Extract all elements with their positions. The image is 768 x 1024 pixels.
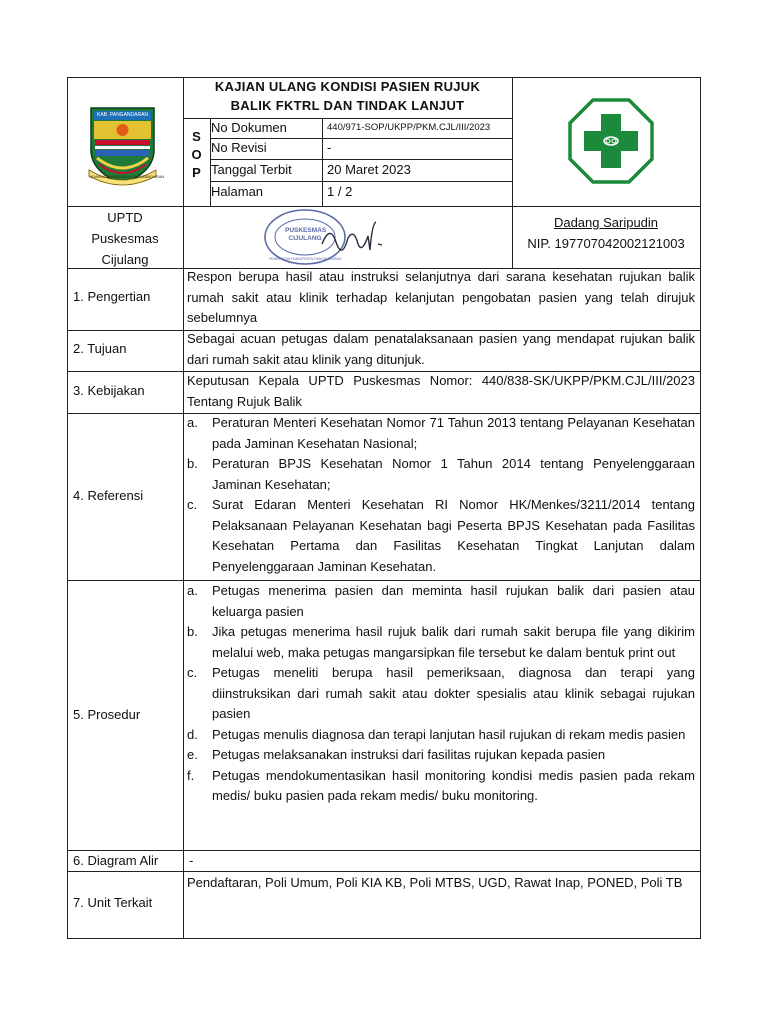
list-item-text: Petugas meneliti berupa hasil pemeriksaan, diagnosa dan terapi yang diinstruksikan dari rumah sakit atau dokter spesialis atau klinik sebagai rujukan pasien	[212, 665, 695, 721]
list-item-text: Petugas melaksanakan instruksi dari fasilitas rujukan kepada pasien	[212, 747, 606, 762]
list-item	[187, 663, 695, 725]
field-label-halaman: Halaman	[211, 184, 264, 199]
section-text-unit-terkait: Pendaftaran, Poli Umum, Poli KIA KB, Poli MTBS, UGD, Rawat Inap, PONED, Poli TB	[187, 875, 683, 890]
sop-letter: O	[191, 147, 202, 162]
sop-vertical-label	[183, 128, 210, 182]
puskesmas-logo	[568, 98, 654, 184]
list-marker: a.	[187, 583, 198, 598]
list-item-text: Surat Edaran Menteri Kesehatan RI Nomor HK/Menkes/3211/2014 tentang Pelaksanaan Pelayanan Kesehatan bagi Peserta BPJS Kesehatan pada Fasilitas Kesehatan Pertama dan Fasilitas Kesehatan Tingkat Lanjutan dalam Penyelenggaraan Jaminan Kesehatan.	[212, 497, 695, 574]
field-label-no-revisi: No Revisi	[211, 140, 267, 155]
field-value-no-revisi: -	[327, 140, 332, 155]
referensi-list	[187, 413, 695, 577]
list-marker: e.	[187, 747, 198, 762]
list-marker: c.	[187, 497, 198, 512]
org-name-line: UPTD	[107, 210, 143, 225]
section-text-pengertian: Respon berupa hasil atau instruksi selanjutnya dari sarana kesehatan rujukan balik rumah sakit atau klinik terhadap kelanjutan pengobatan pasien yang telah dirujuk sebelumnya	[187, 269, 695, 325]
section-label-diagram-alir: 6. Diagram Alir	[73, 853, 159, 868]
org-name-line: Puskesmas	[91, 231, 159, 246]
section-label-unit-terkait: 7. Unit Terkait	[73, 895, 153, 910]
section-label-tujuan: 2. Tujuan	[73, 341, 127, 356]
section-text-diagram-alir: -	[189, 853, 194, 868]
sop-letter: P	[192, 165, 201, 180]
field-value-halaman: 1 / 2	[327, 184, 353, 199]
section-label-pengertian: 1. Pengertian	[73, 289, 151, 304]
org-name-line: Cijulang	[101, 252, 149, 267]
list-marker: b.	[187, 456, 198, 471]
list-item	[187, 622, 695, 663]
section-text-kebijakan: Keputusan Kepala UPTD Puskesmas Nomor: 440/838-SK/UKPP/PKM.CJL/III/2023 Tentang Rujuk Balik	[187, 373, 695, 409]
field-label-tanggal-terbit: Tanggal Terbit	[211, 162, 292, 177]
list-marker: a.	[187, 415, 198, 430]
field-label-no-dokumen: No Dokumen	[211, 120, 287, 135]
list-item-text: Jika petugas menerima hasil rujuk balik dari rumah sakit berupa file yang dikirim melalui web, maka petugas mangarsipkan file tersebut ke dalam bentuk print out	[212, 624, 695, 660]
stamp-ring-text: PEMERINTAH KABUPATEN PANGANDARAN	[268, 257, 342, 261]
document-title-line2: BALIK FKTRL DAN TINDAK LANJUT	[230, 98, 465, 113]
field-value-tanggal-terbit: 20 Maret 2023	[327, 162, 411, 177]
logo-motto-text: NGAHIJI NGAWANGUN PANGANDARAN	[89, 174, 165, 179]
list-item-text: Petugas menerima pasien dan meminta hasil rujukan balik dari pasien atau keluarga pasien	[212, 583, 695, 619]
document-title-line1: KAJIAN ULANG KONDISI PASIEN RUJUK	[214, 79, 481, 94]
sop-letter: S	[192, 129, 201, 144]
section-text-tujuan: Sebagai acuan petugas dalam penatalaksanaan pasien yang mendapat rujukan balik dari rumah sakit atau klinik yang ditunjuk.	[187, 331, 695, 367]
list-marker: b.	[187, 624, 198, 639]
list-marker: c.	[187, 665, 198, 680]
signer-name: Dadang Saripudin	[553, 215, 659, 230]
list-item	[187, 413, 695, 454]
field-value-no-dokumen: 440/971-SOP/UKPP/PKM.CJL/III/2023	[327, 122, 491, 133]
list-marker: f.	[187, 767, 195, 783]
section-label-prosedur: 5. Prosedur	[73, 707, 141, 722]
prosedur-list	[187, 581, 695, 807]
section-label-kebijakan: 3. Kebijakan	[73, 383, 145, 398]
stamp-text: PUSKESMAS CIJULANG	[285, 227, 327, 242]
list-item	[187, 454, 695, 495]
regional-emblem-logo	[85, 104, 165, 188]
list-item	[187, 581, 695, 622]
section-label-referensi: 4. Referensi	[73, 488, 144, 503]
list-marker: d.	[187, 726, 198, 742]
list-item	[187, 745, 695, 766]
list-item	[187, 495, 695, 577]
list-item-text: Petugas menulis diagnosa dan terapi lanjutan hasil rujukan di rekam medis pasien	[212, 726, 686, 742]
list-item	[187, 725, 695, 746]
logo-banner-text: KAB. PANGANDARAN	[96, 112, 149, 118]
list-item	[187, 766, 695, 807]
signature	[318, 214, 388, 260]
signer-nip: NIP. 197707042002121003	[527, 236, 685, 251]
org-name	[67, 207, 183, 270]
list-item-text: Peraturan BPJS Kesehatan Nomor 1 Tahun 2014 tentang Penyelenggaraan Jaminan Kesehatan;	[212, 456, 695, 492]
list-item-text: Peraturan Menteri Kesehatan Nomor 71 Tahun 2013 tentang Pelayanan Kesehatan pada Jaminan Kesehatan Nasional;	[212, 415, 695, 451]
list-item-text: Petugas mendokumentasikan hasil monitoring kondisi medis pasien pada rekam medis/ buku pasien pada rekam medis/ buku monitoring.	[212, 767, 695, 803]
